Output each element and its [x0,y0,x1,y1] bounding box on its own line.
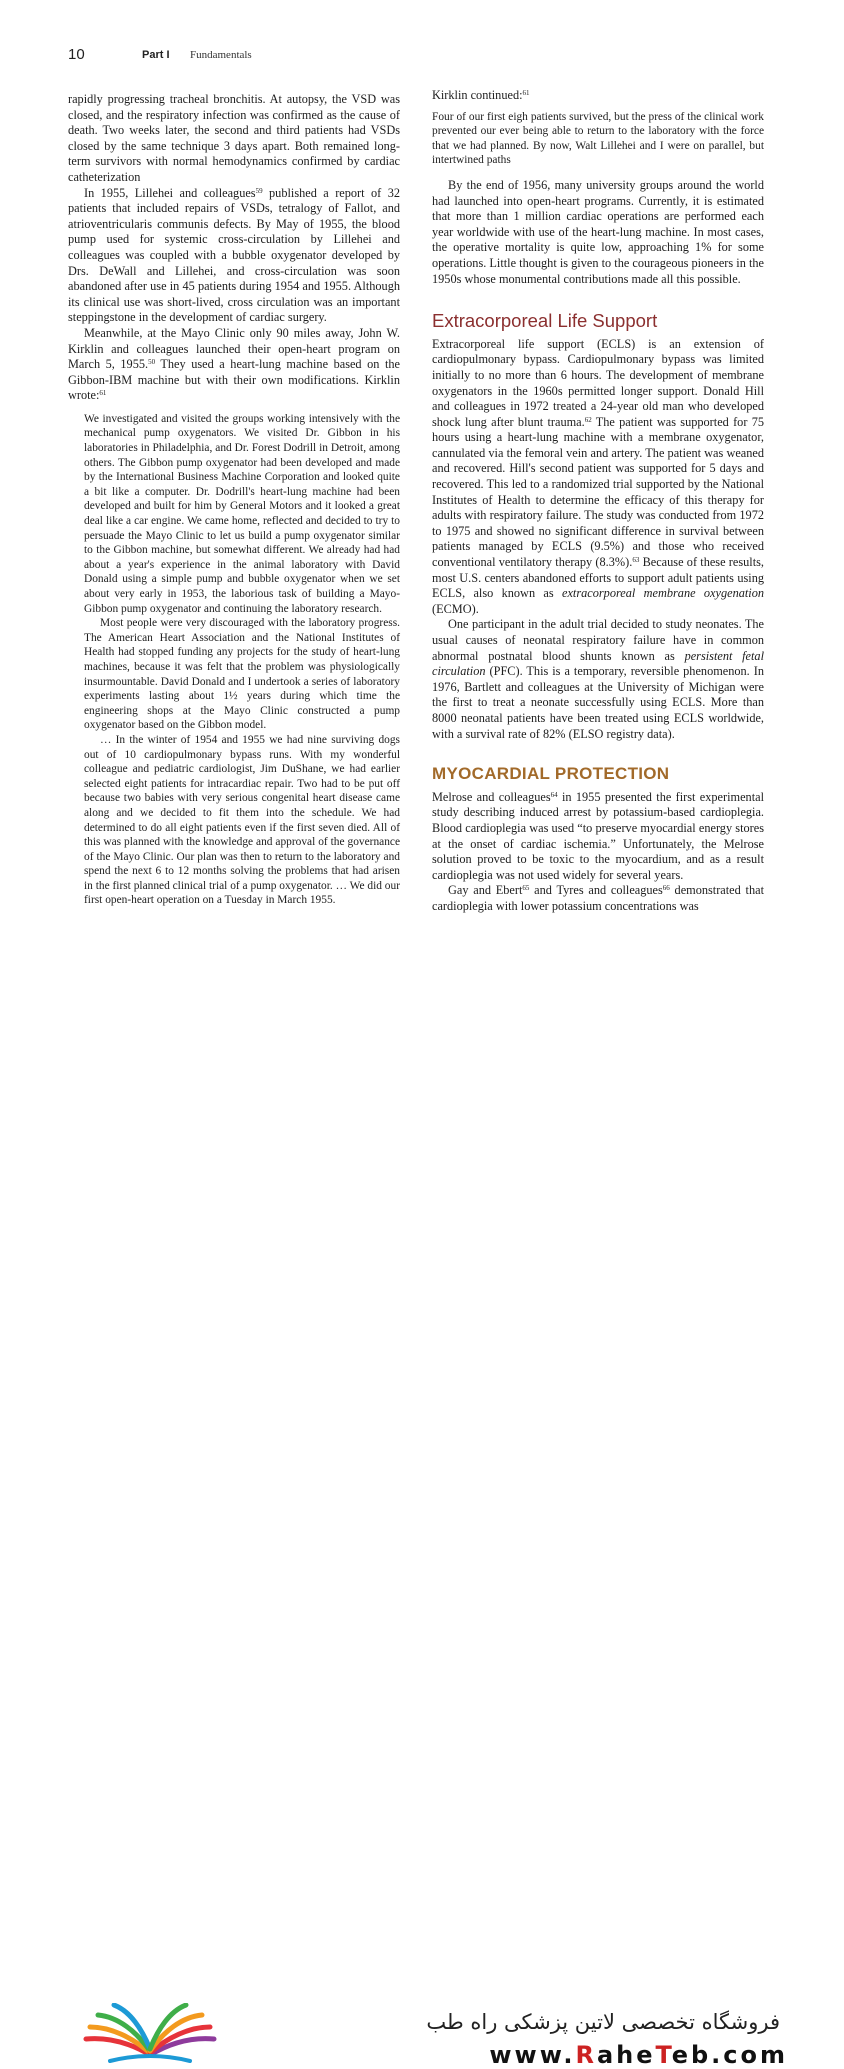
book-logo-icon [80,2003,220,2067]
citation: 66 [662,884,670,893]
block-quote [432,110,764,168]
paragraph: By the end of 1956, many university groups around the world had launched into open-heart programs. Currently, it is estimated that more than 1 million cardiac operations are performed each year worldwide with use of the heart-lung machine. In most cases, the operative mortality is quite low, approaching 1% for some operations. Little thought is given to the courageous pioneers in the 1950s whose monumental contributions made all this possible. [432,177,764,286]
paragraph: Gay and Ebert$^{65}$ and Tyres and colleagues$^{66}$ demonstrated that cardioplegia with lower potassium concentrations was [432,883,764,913]
paragraph: rapidly progressing tracheal bronchitis. At autopsy, the VSD was closed, and the respiratory infection was confirmed as the cause of death. Two weeks later, the second and third patients had VSDs closed by the same technique 3 days apart. Both remained long-term survivors with normal hemodynamics confirmed by cardiac catheterization [68,92,400,184]
quote-paragraph: We investigated and visited the groups working intensively with the mechanical pump oxygenators. We visited Dr. Gibbon in his laboratories in Philadelphia, and Dr. Forest Dodrill in Detroit, among others. The Gibbon pump oxygenator had been developed and made by the International Business Machine Corporation and looked quite a bit like a computer. Dr. Dodrill's heart-lung machine had been developed and built for him by General Motors and it looked a great deal like a car engine. We came home, reflected and decided to try to persuade the Mayo Clinic to let us build a pump oxygenator similar to the Gibbon machine, but somewhat different. We already had had about a year's experience in the animal laboratory with David Donald using a simple pump and bubble oxygenator when we set about very early in 1953, the laborious task of building a Mayo-Gibbon pump oxygenator and continuing the laboratory research. [84,412,400,615]
right-column [432,88,764,915]
quote-paragraph: Four of our first eigh patients survived, but the press of the clinical work prevented our ever being able to return to the laboratory with the force that we had planned. By now, Walt Lillehei and I were on parallel, but intertwined paths [432,110,764,167]
quote-paragraph: Most people were very discouraged with the laboratory progress. The American Heart Association and the National Institutes of Health had stopped funding any projects for the study of heart-lung machines, because it was felt that the problem was physiologically insurmountable. David Donald and I undertook a series of laboratory experiments lasting about 1½ years during which time the engineering shops at the Mayo Clinic constructed a pump oxygenator based on the Gibbon model. [84,617,400,732]
citation: 65 [522,884,530,893]
store-banner [0,995,844,2069]
store-url: www.RaheTeb.com [489,2041,788,2069]
part-label: Part I [142,49,170,61]
paragraph: One participant in the adult trial decided to study neonates. The usual causes of neonatal respiratory failure have in common abnormal postnatal blood shunts known as persistent fetal circulation (PFC). This is a temporary, reversible phenomenon. In 1976, Bartlett and colleagues at the University of Michigan were the first to treat a neonate successfully using ECLS. More than 8000 neonatal patients have been treated using ECLS worldwide, with a survival rate of 82% (ELSO registry data). [432,617,764,741]
citation: 50 [148,358,156,367]
citation: 61 [522,89,530,97]
left-column [68,92,400,916]
citation: 64 [550,790,558,799]
quote-paragraph: … In the winter of 1954 and 1955 we had nine surviving dogs out of 10 cardiopulmonary bypass runs. With my wonderful colleague and pediatric cardiologist, Jim DuShane, we had earlier selected eight patients for intracardiac repair. Two had to be put off because two babies with very serious congenital heart disease came along and we decided to fit them into the schedule. We had determined to do all eight patients even if the first seven died. All of this was planned with the knowledge and approval of the governance of the Mayo Clinic. Our plan was then to return to the laboratory and spend the next 6 to 12 months solving the problems that had arisen in the first planned clinical trial of a pump oxygenator. … We did our first open-heart operation on a Tuesday in March 1955. [84,733,400,907]
paragraph: In 1955, Lillehei and colleagues$^{59}$ published a report of 32 patients that included repairs of VSDs, tetralogy of Fallot, and atrioventricularis communis defects. By May of 1955, the blood pump used for systemic cross-circulation by Lillehei and colleagues was coupled with a bubble oxygenator developed by Drs. DeWall and Lillehei, and cross-circulation was soon abandoned after use in 45 patients during 1954 and 1955. Although its clinical use was short-lived, cross circulation was an important steppingstone in the development of cardiac surgery. [68,185,400,325]
section-heading-myocardial: MYOCARDIAL PROTECTION [432,764,670,784]
page-header [68,46,776,68]
citation: 62 [584,415,592,424]
paragraph: Meanwhile, at the Mayo Clinic only 90 miles away, John W. Kirklin and colleagues launched their open-heart program on March 5, 1955.50 They used a heart-lung machine based on the Gibbon-IBM machine but with their own modifications. Kirklin wrote:$^{61}$ [68,325,400,403]
section-heading-ecls: Extracorporeal Life Support [432,310,658,332]
quote-intro: Kirklin continued:$^{61}$ [432,88,530,102]
paragraph: Extracorporeal life support (ECLS) is an extension of cardiopulmonary bypass. Cardiopulmonary bypass was limited initially to no more than 6 hours. The development of membrane oxygenators in the 1960s permitted longer support. Donald Hill and colleagues in 1972 treated a 24-year old man who developed shock lung after blunt trauma.$^{62}$ The patient was supported for 75 hours using a heart-lung machine with a membrane oxygenator, cannulated via the femoral vein and artery. The patient was weaned and recovered. Hill's second patient was supported for 5 days and recovered. This led to a randomized trial supported by the National Institutes of Health to determine the efficacy of this therapy for adults with respiratory failure. The study was conducted from 1972 to 1975 and showed no significant difference in survival between patients managed by ECLS (9.5%) and those who received conventional ventilatory therapy (8.3%).$^{63}$ Because of these results, most U.S. centers abandoned efforts to support adult patients using ECLS, also known as extracorporeal membrane oxygenation (ECMO). [432,336,764,616]
citation: 63 [632,556,640,565]
paragraph: Melrose and colleagues$^{64}$ in 1955 presented the first experimental study describing induced arrest by potassium-based cardioplegia. Blood cardioplegia was used “to preserve myocardial energy stores at the onset of cardiac ischemia.” Unfortunately, the Melrose solution proved to be toxic to the myocardium, and as a result cardioplegia was not used widely for several years. [432,789,764,882]
page-number: 10 [68,46,85,63]
citation: 61 [99,389,107,398]
block-quote [84,412,400,908]
citation: 59 [255,186,263,195]
part-title: Fundamentals [190,49,252,61]
store-title: فروشگاه تخصصی لاتین پزشکی راه طب [426,2010,780,2034]
